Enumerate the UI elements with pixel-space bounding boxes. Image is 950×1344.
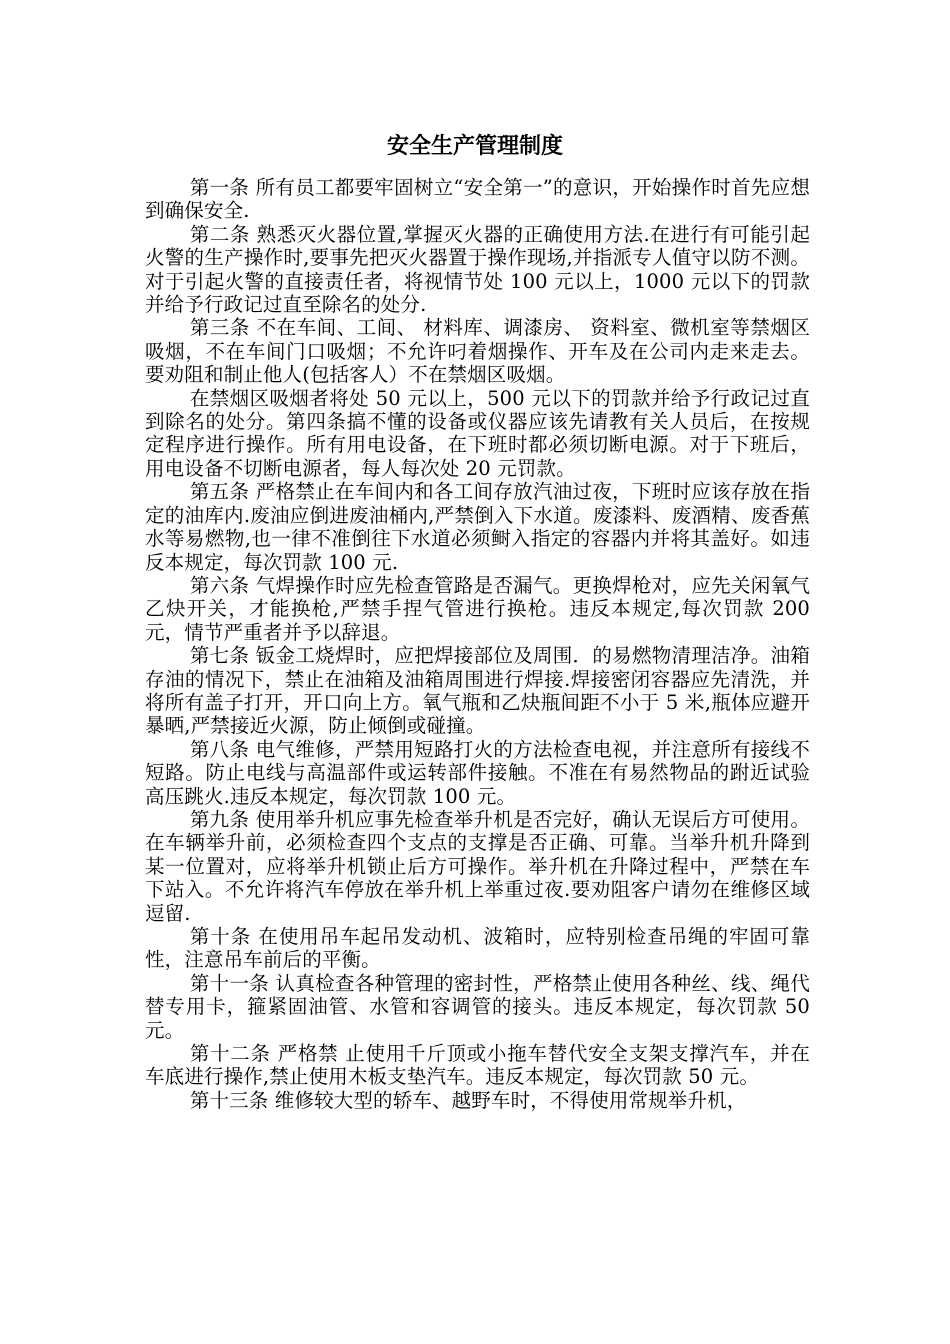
paragraph-article-9: 第九条 使用举升机应事先检查举升机是否完好，确认无误后方可使用。在车辆举升前，必须检查四个支点的支撑是否正确、可靠。当举升机升降到某一位置对，应将举升机锁止后方可操作。举升机在升降过程中，严禁在车下站入。不允许将汽车停放在举升机上举重过夜.要劝阻客户请勿在维修区域逗留. (145, 807, 810, 925)
paragraph-article-2: 第二条 熟悉灭火器位置,掌握灭火器的正确使用方法.在进行有可能引起火警的生产操作时,要事先把灭火器置于操作现场,并指派专人值守以防不测。对于引起火警的直接责任者，将视情节处 100 元以上，1000 元以下的罚款并给予行政记过直至除名的处分. (145, 222, 810, 317)
paragraph-smoking-penalty-article-4: 在禁烟区吸烟者将处 50 元以上，500 元以下的罚款并给予行政记过直到除名的处分。第四条搞不懂的设备或仪器应该先请教有关人员后，在按规定程序进行操作。所有用电设备，在下班时都必须切断电源。对于下班后，用电设备不切断电源者，每人每次处 20 元罚款。 (145, 386, 810, 480)
paragraph-article-6: 第六条 气焊操作时应先检查管路是否漏气。更换焊枪对，应先关闲氧气乙炔开关，才能换枪,严禁手捏气管进行换枪。违反本规定,每次罚款 200 元，情节严重者并予以辞退。 (145, 573, 810, 644)
document-body (145, 176, 810, 1112)
paragraph-article-12: 第十二条 严格禁 止使用千斤顶或小拖车替代安全支架支撑汽车，并在车底进行操作,禁止使用木板支垫汽车。违反本规定，每次罚款 50 元。 (145, 1042, 810, 1089)
paragraph-article-13: 第十三条 维修较大型的轿车、越野车时，不得使用常规举升机， (189, 1088, 747, 1112)
paragraph-article-11: 第十一条 认真检查各种管理的密封性，严格禁止使用各种丝、线、绳代替专用卡，箍紧固油管、水管和容调管的接头。违反本规定，每次罚款 50 元。 (145, 971, 810, 1042)
paragraph-article-1: 第一条 所有员工都要牢固树立“安全第一”的意识，开始操作时首先应想到确保安全. (145, 176, 810, 223)
document-title: 安全生产管理制度 (386, 133, 563, 159)
paragraph-article-5: 第五条 严格禁止在车间内和各工间存放汽油过夜，下班时应该存放在指定的油库内.废油应倒进废油桶内,严禁倒入下水道。废漆料、废酒精、废香蕉水等易燃物,也一律不准倒往下水道必须鲥入指定的容器内并将其盖好。如违反本规定，每次罚款 100 元. (145, 480, 810, 574)
paragraph-article-7: 第七条 钣金工烧焊时，应把焊接部位及周围．的易燃物清理洁净。油箱存油的情况下，禁止在油箱及油箱周围进行焊接.焊接密闭容器应先清洗，并将所有盖子打开，开口向上方。氧气瓶和乙炔瓶间距不小于 5 米,瓶体应避开暴晒,严禁接近火源，防止倾倒或碰撞。 (145, 644, 810, 738)
paragraph-article-10: 第十条 在使用吊车起吊发动机、波箱时，应特别检查吊绳的牢固可靠性，注意吊车前后的平衡。 (145, 925, 810, 972)
paragraph-article-8: 第八条 电气维修，严禁用短路打火的方法检查电视，并注意所有接线不短路。防止电线与高温部件或运转部件接触。不准在有易然物品的跗近试验高压跳火.违反本规定，每次罚款 100 元。 (145, 737, 810, 808)
paragraph-article-3: 第三条 不在车间、工间、 材料库、调漆房、 资料室、微机室等禁烟区吸烟，不在车间门口吸烟；不允许叼着烟操作、开车及在公司内走来走去。要劝阻和制止他人(包括客人）不在禁烟区吸烟。 (145, 316, 810, 387)
